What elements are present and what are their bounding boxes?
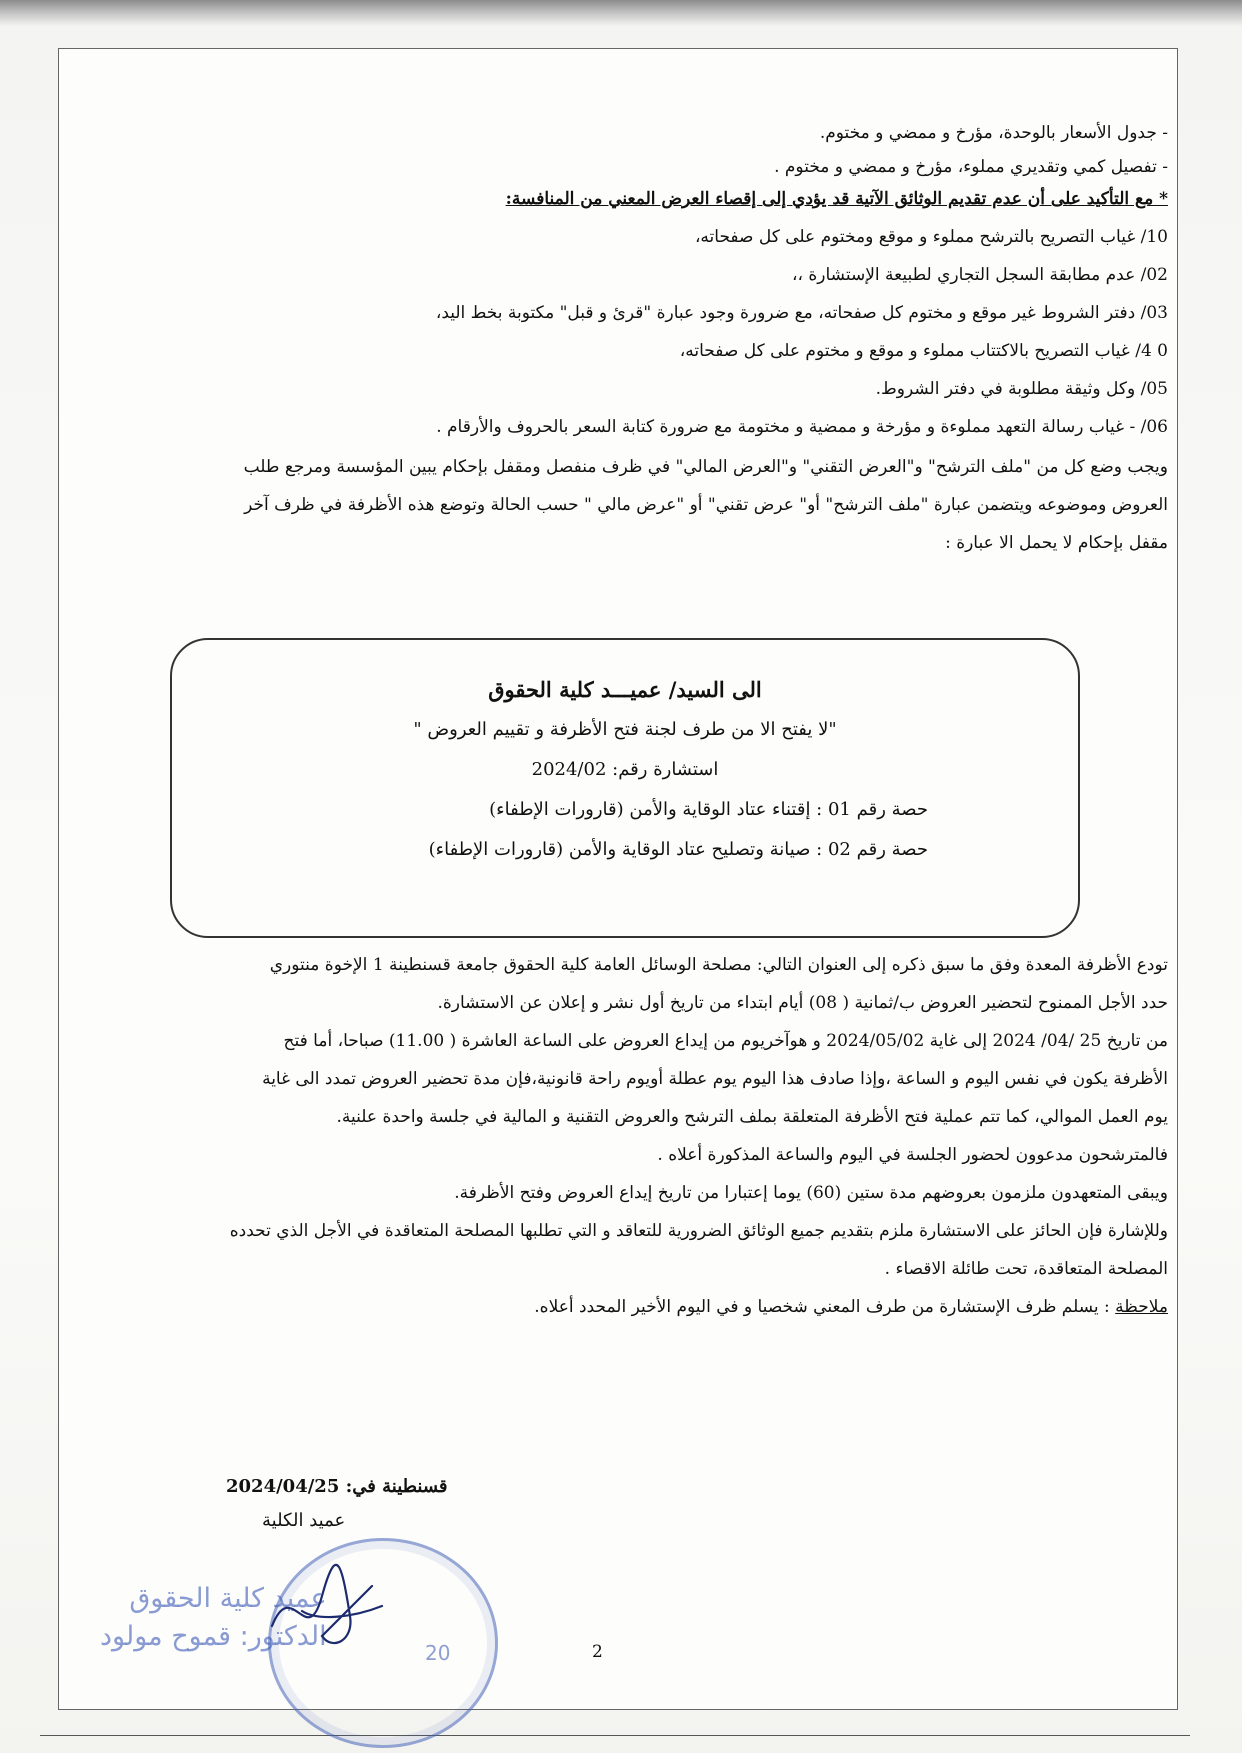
bottom-rule — [40, 1735, 1190, 1736]
envelope-instruction: ويجب وضع كل من "ملف الترشح" و"العرض التقني" و"العرض المالي" في ظرف منفصل ومقفل بإحكام يبين المؤسسة ومرجع طلب — [243, 457, 1168, 477]
body-paragraph: حدد الأجل الممنوح لتحضير العروض ب/ثمانية ( 08) أيام ابتداء من تاريخ أول نشر و إعلان عن الاستشارة. — [437, 993, 1168, 1013]
envelope-instruction: العروض وموضوعه ويتضمن عبارة "ملف الترشح" أو" عرض تقني" أو "عرض مالي " حسب الحالة وتوضع هذه الأظرفة في ظرف آخر — [244, 495, 1168, 515]
exclusion-item: 06/ - غياب رسالة التعهد مملوءة و مؤرخة و ممضية و مختومة مع ضرورة كتابة السعر بالحروف والأرقام . — [436, 417, 1168, 437]
stamp-line-1: عميد كلية الحقوق — [129, 1583, 327, 1614]
required-doc-line: - تفصيل كمي وتقديري مملوء، مؤرخ و ممضي و مختوم . — [774, 157, 1168, 177]
body-paragraph: وللإشارة فإن الحائز على الاستشارة ملزم بتقديم جميع الوثائق الضرورية للتعاقد و التي تطلبها المصلحة المتعاقدة في الأجل الذي تحدده — [229, 1221, 1168, 1241]
exclusion-item: 03/ دفتر الشروط غير موقع و مختوم كل صفحاته، مع ضرورة وجود عبارة "قرئ و قبل" مكتوبة بخط اليد، — [435, 303, 1168, 323]
stamp-line-2: الدكتور: قموح مولود — [100, 1621, 327, 1652]
body-paragraph: يوم العمل الموالي، كما تتم عملية فتح الأظرفة المتعلقة بملف الترشح والعروض التقنية و المالية في جلسة واحدة علنية. — [336, 1107, 1168, 1127]
envelope-addressee: الى السيد/ عميـــد كلية الحقوق — [488, 677, 762, 702]
lot-1: حصة رقم 01 : إقتناء عتاد الوقاية والأمن (قارورات الإطفاء) — [489, 799, 928, 820]
signatory-title: عميد الكلية — [262, 1510, 346, 1531]
exclusion-item: 05/ وكل وثيقة مطلوبة في دفتر الشروط. — [875, 379, 1168, 399]
consultation-number: استشارة رقم: 2024/02 — [531, 759, 719, 780]
body-paragraph: تودع الأظرفة المعدة وفق ما سبق ذكره إلى العنوان التالي: مصلحة الوسائل العامة كلية الحقوق جامعة قسنطينة 1 الإخوة منتوري — [269, 955, 1168, 975]
stamp-number: 20 — [425, 1641, 451, 1665]
note-text: : يسلم ظرف الإستشارة من طرف المعني شخصيا و في اليوم الأخير المحدد أعلاه. — [534, 1297, 1116, 1317]
envelope-label-box — [170, 638, 1080, 938]
body-paragraph: ويبقى المتعهدون ملزمون بعروضهم مدة ستين (60) يوما إعتبارا من تاريخ إيداع العروض وفتح الأظرفة. — [454, 1183, 1168, 1203]
body-paragraph: من تاريخ 25 /04/ 2024 إلى غاية 2024/05/02 و هوآخريوم من إيداع العروض على الساعة العاشرة ( 11.00) صباحا، أما فتح — [283, 1031, 1168, 1051]
body-paragraph: فالمترشحون مدعوون لحضور الجلسة في اليوم والساعة المذكورة أعلاه . — [657, 1145, 1168, 1165]
exclusion-item: 10/ غياب التصريح بالترشح مملوء و موقع ومختوم على كل صفحاته، — [694, 227, 1168, 247]
required-doc-line: - جدول الأسعار بالوحدة، مؤرخ و ممضي و مختوم. — [819, 123, 1168, 143]
exclusion-item: 02/ عدم مطابقة السجل التجاري لطبيعة الإستشارة ،، — [791, 265, 1168, 285]
handwritten-signature — [262, 1556, 392, 1666]
note-line — [534, 1294, 1168, 1320]
envelope-instruction: مقفل بإحكام لا يحمل الا عبارة : — [945, 533, 1168, 553]
body-paragraph: المصلحة المتعاقدة، تحت طائلة الاقصاء . — [884, 1259, 1168, 1279]
place-date: قسنطينة في: 2024/04/25 — [226, 1476, 448, 1497]
envelope-do-not-open: "لا يفتح الا من طرف لجنة فتح الأظرفة و تقييم العروض " — [413, 719, 837, 740]
page-number: 2 — [592, 1642, 603, 1662]
emphasis-heading: * مع التأكيد على أن عدم تقديم الوثائق الآتية قد يؤدي إلى إقصاء العرض المعني من المنافسة: — [505, 189, 1168, 209]
exclusion-item: 0 4/ غياب التصريح بالاكتتاب مملوء و موقع و مختوم على كل صفحاته، — [679, 341, 1168, 361]
lot-2: حصة رقم 02 : صيانة وتصليح عتاد الوقاية والأمن (قارورات الإطفاء) — [428, 839, 928, 860]
note-label: ملاحظة — [1115, 1297, 1168, 1317]
body-paragraph: الأظرفة يكون في نفس اليوم و الساعة ،وإذا صادف هذا اليوم يوم عطلة أويوم راحة قانونية،فإن مدة تحضير العروض تمدد الى غاية — [262, 1069, 1168, 1089]
